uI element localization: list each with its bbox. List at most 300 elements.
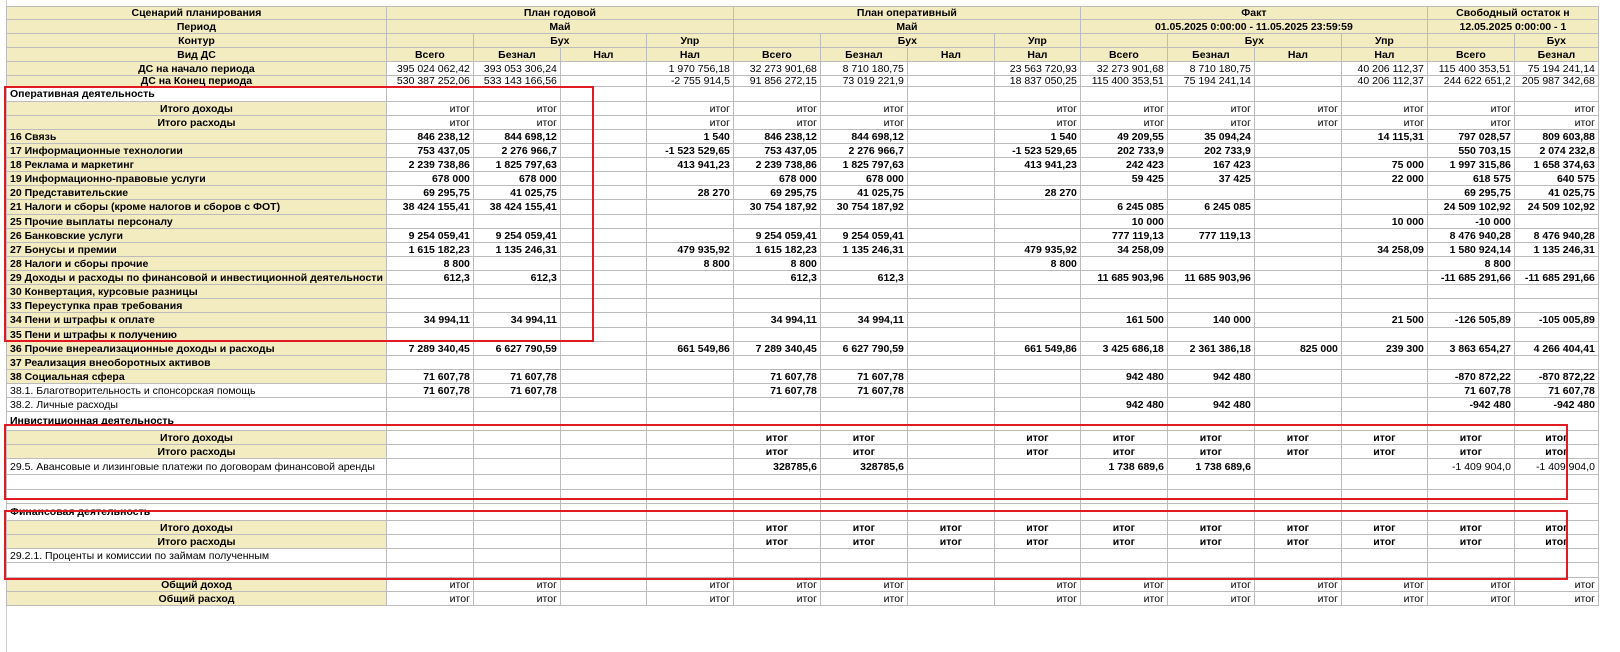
value-cell[interactable] [560, 186, 646, 200]
value-cell[interactable] [646, 490, 733, 504]
value-cell[interactable] [1341, 87, 1427, 102]
value-cell[interactable]: 242 423 [1080, 158, 1167, 172]
value-cell[interactable] [907, 130, 994, 144]
value-cell[interactable] [994, 271, 1080, 285]
value-cell[interactable]: 678 000 [473, 172, 560, 186]
value-cell[interactable] [560, 243, 646, 257]
value-cell[interactable] [646, 535, 733, 549]
value-cell[interactable]: Май [386, 20, 733, 34]
value-cell[interactable]: Всего [386, 48, 473, 62]
value-cell[interactable] [473, 445, 560, 459]
value-cell[interactable]: итог [1514, 445, 1598, 459]
row-label-cell[interactable]: 29 Доходы и расходы по финансовой и инвестиционной деятельности [7, 271, 387, 285]
value-cell[interactable] [1167, 475, 1254, 490]
value-cell[interactable] [1254, 563, 1341, 578]
value-cell[interactable] [386, 356, 473, 370]
row-label-cell[interactable]: Контур [7, 34, 387, 48]
value-cell[interactable]: 41 025,75 [473, 186, 560, 200]
value-cell[interactable] [1254, 459, 1341, 475]
row-label-cell[interactable] [7, 563, 387, 578]
value-cell[interactable] [1167, 87, 1254, 102]
value-cell[interactable]: итог [1167, 592, 1254, 606]
value-cell[interactable] [560, 215, 646, 229]
value-cell[interactable] [820, 563, 907, 578]
value-cell[interactable]: итог [386, 592, 473, 606]
value-cell[interactable] [560, 398, 646, 412]
value-cell[interactable]: 618 575 [1427, 172, 1514, 186]
value-cell[interactable]: 825 000 [1254, 342, 1341, 356]
value-cell[interactable]: 28 270 [646, 186, 733, 200]
row-label-cell[interactable]: Оперативная деятельность [7, 87, 387, 102]
value-cell[interactable] [1254, 257, 1341, 271]
value-cell[interactable] [560, 200, 646, 215]
value-cell[interactable] [1341, 459, 1427, 475]
value-cell[interactable] [907, 172, 994, 186]
row-label-cell[interactable]: Финансовая деятельность [7, 504, 387, 521]
value-cell[interactable]: -11 685 291,66 [1427, 271, 1514, 285]
value-cell[interactable] [386, 285, 473, 299]
row-label-cell[interactable]: 25 Прочие выплаты персоналу [7, 215, 387, 229]
value-cell[interactable] [1254, 215, 1341, 229]
value-cell[interactable]: 10 000 [1080, 215, 1167, 229]
value-cell[interactable] [646, 172, 733, 186]
value-cell[interactable] [1080, 257, 1167, 271]
row-label-cell[interactable]: 38.2. Личные расходы [7, 398, 387, 412]
value-cell[interactable] [1167, 549, 1254, 563]
value-cell[interactable] [1254, 243, 1341, 257]
value-cell[interactable] [386, 535, 473, 549]
value-cell[interactable] [994, 299, 1080, 313]
value-cell[interactable] [1080, 549, 1167, 563]
value-cell[interactable]: 12.05.2025 0:00:00 - 1 [1427, 20, 1598, 34]
value-cell[interactable] [560, 285, 646, 299]
value-cell[interactable]: 479 935,92 [646, 243, 733, 257]
value-cell[interactable] [1341, 504, 1427, 521]
value-cell[interactable]: 202 733,9 [1167, 144, 1254, 158]
value-cell[interactable] [1167, 384, 1254, 398]
value-cell[interactable]: 75 000 [1341, 158, 1427, 172]
value-cell[interactable]: итог [820, 592, 907, 606]
value-cell[interactable] [994, 87, 1080, 102]
value-cell[interactable]: Факт [1080, 7, 1427, 20]
value-cell[interactable] [820, 285, 907, 299]
value-cell[interactable] [646, 504, 733, 521]
value-cell[interactable] [560, 102, 646, 116]
value-cell[interactable]: Безнал [1167, 48, 1254, 62]
value-cell[interactable]: 75 194 241,14 [1167, 76, 1254, 87]
value-cell[interactable]: 8 800 [646, 257, 733, 271]
value-cell[interactable] [1254, 285, 1341, 299]
row-label-cell[interactable]: 33 Переуступка прав требования [7, 299, 387, 313]
value-cell[interactable] [733, 549, 820, 563]
value-cell[interactable] [560, 342, 646, 356]
value-cell[interactable] [1341, 229, 1427, 243]
value-cell[interactable]: 8 476 940,28 [1427, 229, 1514, 243]
value-cell[interactable]: 1 615 182,23 [386, 243, 473, 257]
value-cell[interactable] [820, 215, 907, 229]
value-cell[interactable] [560, 356, 646, 370]
value-cell[interactable] [733, 412, 820, 431]
value-cell[interactable]: 4 266 404,41 [1514, 342, 1598, 356]
value-cell[interactable] [907, 271, 994, 285]
value-cell[interactable]: Бух [1514, 34, 1598, 48]
value-cell[interactable]: итог [1254, 445, 1341, 459]
value-cell[interactable]: итог [733, 102, 820, 116]
value-cell[interactable]: итог [820, 445, 907, 459]
value-cell[interactable] [733, 398, 820, 412]
value-cell[interactable] [1080, 475, 1167, 490]
value-cell[interactable] [473, 257, 560, 271]
value-cell[interactable]: 2 239 738,86 [386, 158, 473, 172]
value-cell[interactable]: итог [1427, 592, 1514, 606]
value-cell[interactable] [733, 285, 820, 299]
value-cell[interactable] [1341, 398, 1427, 412]
value-cell[interactable]: -870 872,22 [1427, 370, 1514, 384]
value-cell[interactable]: итог [820, 102, 907, 116]
value-cell[interactable] [1341, 412, 1427, 431]
value-cell[interactable] [907, 200, 994, 215]
value-cell[interactable]: итог [994, 102, 1080, 116]
value-cell[interactable] [1254, 144, 1341, 158]
value-cell[interactable] [560, 271, 646, 285]
value-cell[interactable] [1427, 328, 1514, 342]
value-cell[interactable]: итог [1167, 431, 1254, 445]
value-cell[interactable] [646, 445, 733, 459]
value-cell[interactable]: 942 480 [1080, 398, 1167, 412]
value-cell[interactable] [1427, 490, 1514, 504]
value-cell[interactable] [1167, 285, 1254, 299]
value-cell[interactable]: 479 935,92 [994, 243, 1080, 257]
value-cell[interactable]: -1 523 529,65 [646, 144, 733, 158]
value-cell[interactable] [820, 87, 907, 102]
value-cell[interactable]: итог [733, 592, 820, 606]
value-cell[interactable] [733, 34, 820, 48]
value-cell[interactable]: итог [1427, 535, 1514, 549]
value-cell[interactable]: Нал [1341, 48, 1427, 62]
row-label-cell[interactable]: 38.1. Благотворительность и спонсорская помощь [7, 384, 387, 398]
value-cell[interactable]: 8 800 [1427, 257, 1514, 271]
value-cell[interactable] [560, 504, 646, 521]
value-cell[interactable] [560, 490, 646, 504]
value-cell[interactable]: итог [646, 102, 733, 116]
value-cell[interactable] [1080, 356, 1167, 370]
value-cell[interactable]: 41 025,75 [1514, 186, 1598, 200]
value-cell[interactable] [1341, 299, 1427, 313]
value-cell[interactable]: 844 698,12 [473, 130, 560, 144]
value-cell[interactable] [646, 398, 733, 412]
value-cell[interactable]: Бух [1167, 34, 1341, 48]
value-cell[interactable]: 2 276 966,7 [473, 144, 560, 158]
value-cell[interactable]: Всего [1080, 48, 1167, 62]
value-cell[interactable] [1341, 490, 1427, 504]
value-cell[interactable]: итог [733, 445, 820, 459]
value-cell[interactable]: 8 800 [994, 257, 1080, 271]
row-label-cell[interactable]: 36 Прочие внереализационные доходы и расходы [7, 342, 387, 356]
value-cell[interactable]: итог [1254, 116, 1341, 130]
value-cell[interactable] [1341, 370, 1427, 384]
value-cell[interactable] [1427, 285, 1514, 299]
row-label-cell[interactable] [7, 475, 387, 490]
row-label-cell[interactable]: Сценарий планирования [7, 7, 387, 20]
row-label-cell[interactable]: Общий расход [7, 592, 387, 606]
value-cell[interactable]: 71 607,78 [1427, 384, 1514, 398]
value-cell[interactable]: итог [733, 431, 820, 445]
value-cell[interactable] [733, 504, 820, 521]
value-cell[interactable]: 71 607,78 [733, 370, 820, 384]
value-cell[interactable]: 777 119,13 [1167, 229, 1254, 243]
value-cell[interactable]: 1 540 [646, 130, 733, 144]
value-cell[interactable] [907, 87, 994, 102]
value-cell[interactable] [994, 313, 1080, 328]
value-cell[interactable]: Упр [994, 34, 1080, 48]
value-cell[interactable]: 640 575 [1514, 172, 1598, 186]
value-cell[interactable] [1167, 563, 1254, 578]
value-cell[interactable] [386, 87, 473, 102]
value-cell[interactable]: Нал [1254, 48, 1341, 62]
value-cell[interactable]: 35 094,24 [1167, 130, 1254, 144]
value-cell[interactable]: 49 209,55 [1080, 130, 1167, 144]
value-cell[interactable] [1514, 299, 1598, 313]
value-cell[interactable]: итог [994, 592, 1080, 606]
value-cell[interactable] [560, 172, 646, 186]
value-cell[interactable] [907, 412, 994, 431]
value-cell[interactable]: Нал [907, 48, 994, 62]
value-cell[interactable]: 678 000 [820, 172, 907, 186]
value-cell[interactable]: 167 423 [1167, 158, 1254, 172]
value-cell[interactable] [560, 158, 646, 172]
value-cell[interactable] [1167, 490, 1254, 504]
value-cell[interactable] [1167, 412, 1254, 431]
value-cell[interactable] [1341, 144, 1427, 158]
value-cell[interactable] [560, 475, 646, 490]
value-cell[interactable] [907, 504, 994, 521]
value-cell[interactable] [820, 490, 907, 504]
value-cell[interactable]: итог [820, 431, 907, 445]
value-cell[interactable]: 34 258,09 [1341, 243, 1427, 257]
value-cell[interactable] [386, 549, 473, 563]
value-cell[interactable]: 942 480 [1167, 370, 1254, 384]
value-cell[interactable]: 8 800 [733, 257, 820, 271]
value-cell[interactable]: 71 607,78 [386, 370, 473, 384]
value-cell[interactable]: 942 480 [1080, 370, 1167, 384]
row-label-cell[interactable]: Итого доходы [7, 431, 387, 445]
value-cell[interactable] [907, 431, 994, 445]
value-cell[interactable] [907, 563, 994, 578]
value-cell[interactable]: 3 425 686,18 [1080, 342, 1167, 356]
value-cell[interactable]: итог [1254, 521, 1341, 535]
value-cell[interactable]: 612,3 [733, 271, 820, 285]
value-cell[interactable] [560, 592, 646, 606]
value-cell[interactable]: итог [994, 445, 1080, 459]
value-cell[interactable] [994, 215, 1080, 229]
value-cell[interactable] [560, 299, 646, 313]
value-cell[interactable] [1080, 87, 1167, 102]
row-label-cell[interactable]: 16 Связь [7, 130, 387, 144]
value-cell[interactable]: 942 480 [1167, 398, 1254, 412]
value-cell[interactable] [646, 87, 733, 102]
value-cell[interactable]: 753 437,05 [733, 144, 820, 158]
value-cell[interactable] [560, 370, 646, 384]
value-cell[interactable] [1341, 285, 1427, 299]
value-cell[interactable] [386, 412, 473, 431]
value-cell[interactable] [646, 384, 733, 398]
value-cell[interactable]: 37 425 [1167, 172, 1254, 186]
value-cell[interactable]: 777 119,13 [1080, 229, 1167, 243]
value-cell[interactable]: 69 295,75 [386, 186, 473, 200]
value-cell[interactable] [646, 229, 733, 243]
value-cell[interactable] [907, 328, 994, 342]
row-label-cell[interactable]: 29.2.1. Проценты и комиссии по займам полученным [7, 549, 387, 563]
value-cell[interactable] [473, 87, 560, 102]
value-cell[interactable]: итог [473, 578, 560, 592]
value-cell[interactable] [646, 313, 733, 328]
value-cell[interactable]: 6 627 790,59 [473, 342, 560, 356]
row-label-cell[interactable]: 18 Реклама и маркетинг [7, 158, 387, 172]
value-cell[interactable]: 140 000 [1167, 313, 1254, 328]
value-cell[interactable] [560, 116, 646, 130]
value-cell[interactable]: 28 270 [994, 186, 1080, 200]
value-cell[interactable] [560, 130, 646, 144]
value-cell[interactable]: 6 627 790,59 [820, 342, 907, 356]
value-cell[interactable] [1254, 384, 1341, 398]
value-cell[interactable]: 1 580 924,14 [1427, 243, 1514, 257]
value-cell[interactable] [1254, 130, 1341, 144]
value-cell[interactable]: итог [994, 431, 1080, 445]
value-cell[interactable] [1514, 490, 1598, 504]
value-cell[interactable] [646, 370, 733, 384]
value-cell[interactable]: 1 970 756,18 [646, 62, 733, 76]
value-cell[interactable]: -942 480 [1514, 398, 1598, 412]
value-cell[interactable] [907, 102, 994, 116]
value-cell[interactable]: 2 361 386,18 [1167, 342, 1254, 356]
value-cell[interactable]: 612,3 [820, 271, 907, 285]
value-cell[interactable]: 34 258,09 [1080, 243, 1167, 257]
value-cell[interactable]: 115 400 353,51 [1080, 76, 1167, 87]
value-cell[interactable]: итог [646, 116, 733, 130]
value-cell[interactable] [994, 285, 1080, 299]
value-cell[interactable]: 395 024 062,42 [386, 62, 473, 76]
value-cell[interactable]: Всего [1427, 48, 1514, 62]
value-cell[interactable]: итог [1254, 592, 1341, 606]
value-cell[interactable]: -1 409 904,0 [1427, 459, 1514, 475]
budget-grid[interactable] [6, 6, 1599, 606]
value-cell[interactable] [646, 563, 733, 578]
value-cell[interactable] [907, 549, 994, 563]
value-cell[interactable]: итог [994, 535, 1080, 549]
value-cell[interactable] [1080, 328, 1167, 342]
value-cell[interactable] [560, 563, 646, 578]
value-cell[interactable] [907, 229, 994, 243]
value-cell[interactable]: итог [1341, 116, 1427, 130]
value-cell[interactable]: 393 053 306,24 [473, 62, 560, 76]
value-cell[interactable]: 244 622 651,2 [1427, 76, 1514, 87]
value-cell[interactable]: итог [994, 116, 1080, 130]
value-cell[interactable] [1080, 186, 1167, 200]
value-cell[interactable] [820, 257, 907, 271]
value-cell[interactable]: 14 115,31 [1341, 130, 1427, 144]
value-cell[interactable] [1514, 328, 1598, 342]
value-cell[interactable] [1254, 299, 1341, 313]
row-label-cell[interactable]: 28 Налоги и сборы прочие [7, 257, 387, 271]
value-cell[interactable] [560, 76, 646, 87]
value-cell[interactable] [560, 62, 646, 76]
value-cell[interactable] [907, 370, 994, 384]
value-cell[interactable] [1514, 549, 1598, 563]
value-cell[interactable] [907, 490, 994, 504]
value-cell[interactable]: итог [1341, 535, 1427, 549]
value-cell[interactable]: 22 000 [1341, 172, 1427, 186]
value-cell[interactable] [646, 521, 733, 535]
value-cell[interactable]: итог [473, 592, 560, 606]
value-cell[interactable] [1514, 87, 1598, 102]
value-cell[interactable] [994, 370, 1080, 384]
value-cell[interactable] [646, 431, 733, 445]
value-cell[interactable]: итог [1167, 102, 1254, 116]
value-cell[interactable]: Нал [646, 48, 733, 62]
value-cell[interactable] [646, 299, 733, 313]
value-cell[interactable] [1341, 549, 1427, 563]
row-label-cell[interactable]: Итого доходы [7, 521, 387, 535]
value-cell[interactable]: -105 005,89 [1514, 313, 1598, 328]
value-cell[interactable] [386, 521, 473, 535]
value-cell[interactable] [560, 144, 646, 158]
value-cell[interactable]: 23 563 720,93 [994, 62, 1080, 76]
value-cell[interactable] [473, 285, 560, 299]
value-cell[interactable]: -1 523 529,65 [994, 144, 1080, 158]
value-cell[interactable]: 2 239 738,86 [733, 158, 820, 172]
value-cell[interactable] [907, 76, 994, 87]
value-cell[interactable] [907, 459, 994, 475]
value-cell[interactable] [907, 243, 994, 257]
value-cell[interactable]: итог [820, 116, 907, 130]
value-cell[interactable] [1254, 475, 1341, 490]
value-cell[interactable]: Упр [646, 34, 733, 48]
value-cell[interactable]: итог [1254, 535, 1341, 549]
value-cell[interactable] [646, 328, 733, 342]
value-cell[interactable]: 161 500 [1080, 313, 1167, 328]
value-cell[interactable]: -870 872,22 [1514, 370, 1598, 384]
value-cell[interactable] [560, 521, 646, 535]
value-cell[interactable]: итог [386, 102, 473, 116]
value-cell[interactable]: итог [733, 578, 820, 592]
value-cell[interactable]: 38 424 155,41 [386, 200, 473, 215]
value-cell[interactable] [1514, 504, 1598, 521]
value-cell[interactable]: 612,3 [473, 271, 560, 285]
value-cell[interactable]: 34 994,11 [820, 313, 907, 328]
value-cell[interactable] [1427, 475, 1514, 490]
value-cell[interactable]: 41 025,75 [820, 186, 907, 200]
value-cell[interactable]: итог [1254, 578, 1341, 592]
value-cell[interactable]: 413 941,23 [994, 158, 1080, 172]
value-cell[interactable]: 40 206 112,37 [1341, 76, 1427, 87]
value-cell[interactable]: 38 424 155,41 [473, 200, 560, 215]
value-cell[interactable] [907, 384, 994, 398]
value-cell[interactable] [473, 431, 560, 445]
value-cell[interactable]: итог [907, 521, 994, 535]
value-cell[interactable] [1514, 285, 1598, 299]
value-cell[interactable]: -2 755 914,5 [646, 76, 733, 87]
value-cell[interactable] [994, 229, 1080, 243]
value-cell[interactable]: 7 289 340,45 [386, 342, 473, 356]
value-cell[interactable] [646, 356, 733, 370]
value-cell[interactable]: итог [1341, 445, 1427, 459]
value-cell[interactable] [473, 215, 560, 229]
value-cell[interactable] [560, 578, 646, 592]
value-cell[interactable]: итог [1514, 535, 1598, 549]
value-cell[interactable] [1080, 299, 1167, 313]
value-cell[interactable] [646, 549, 733, 563]
value-cell[interactable]: 30 754 187,92 [820, 200, 907, 215]
